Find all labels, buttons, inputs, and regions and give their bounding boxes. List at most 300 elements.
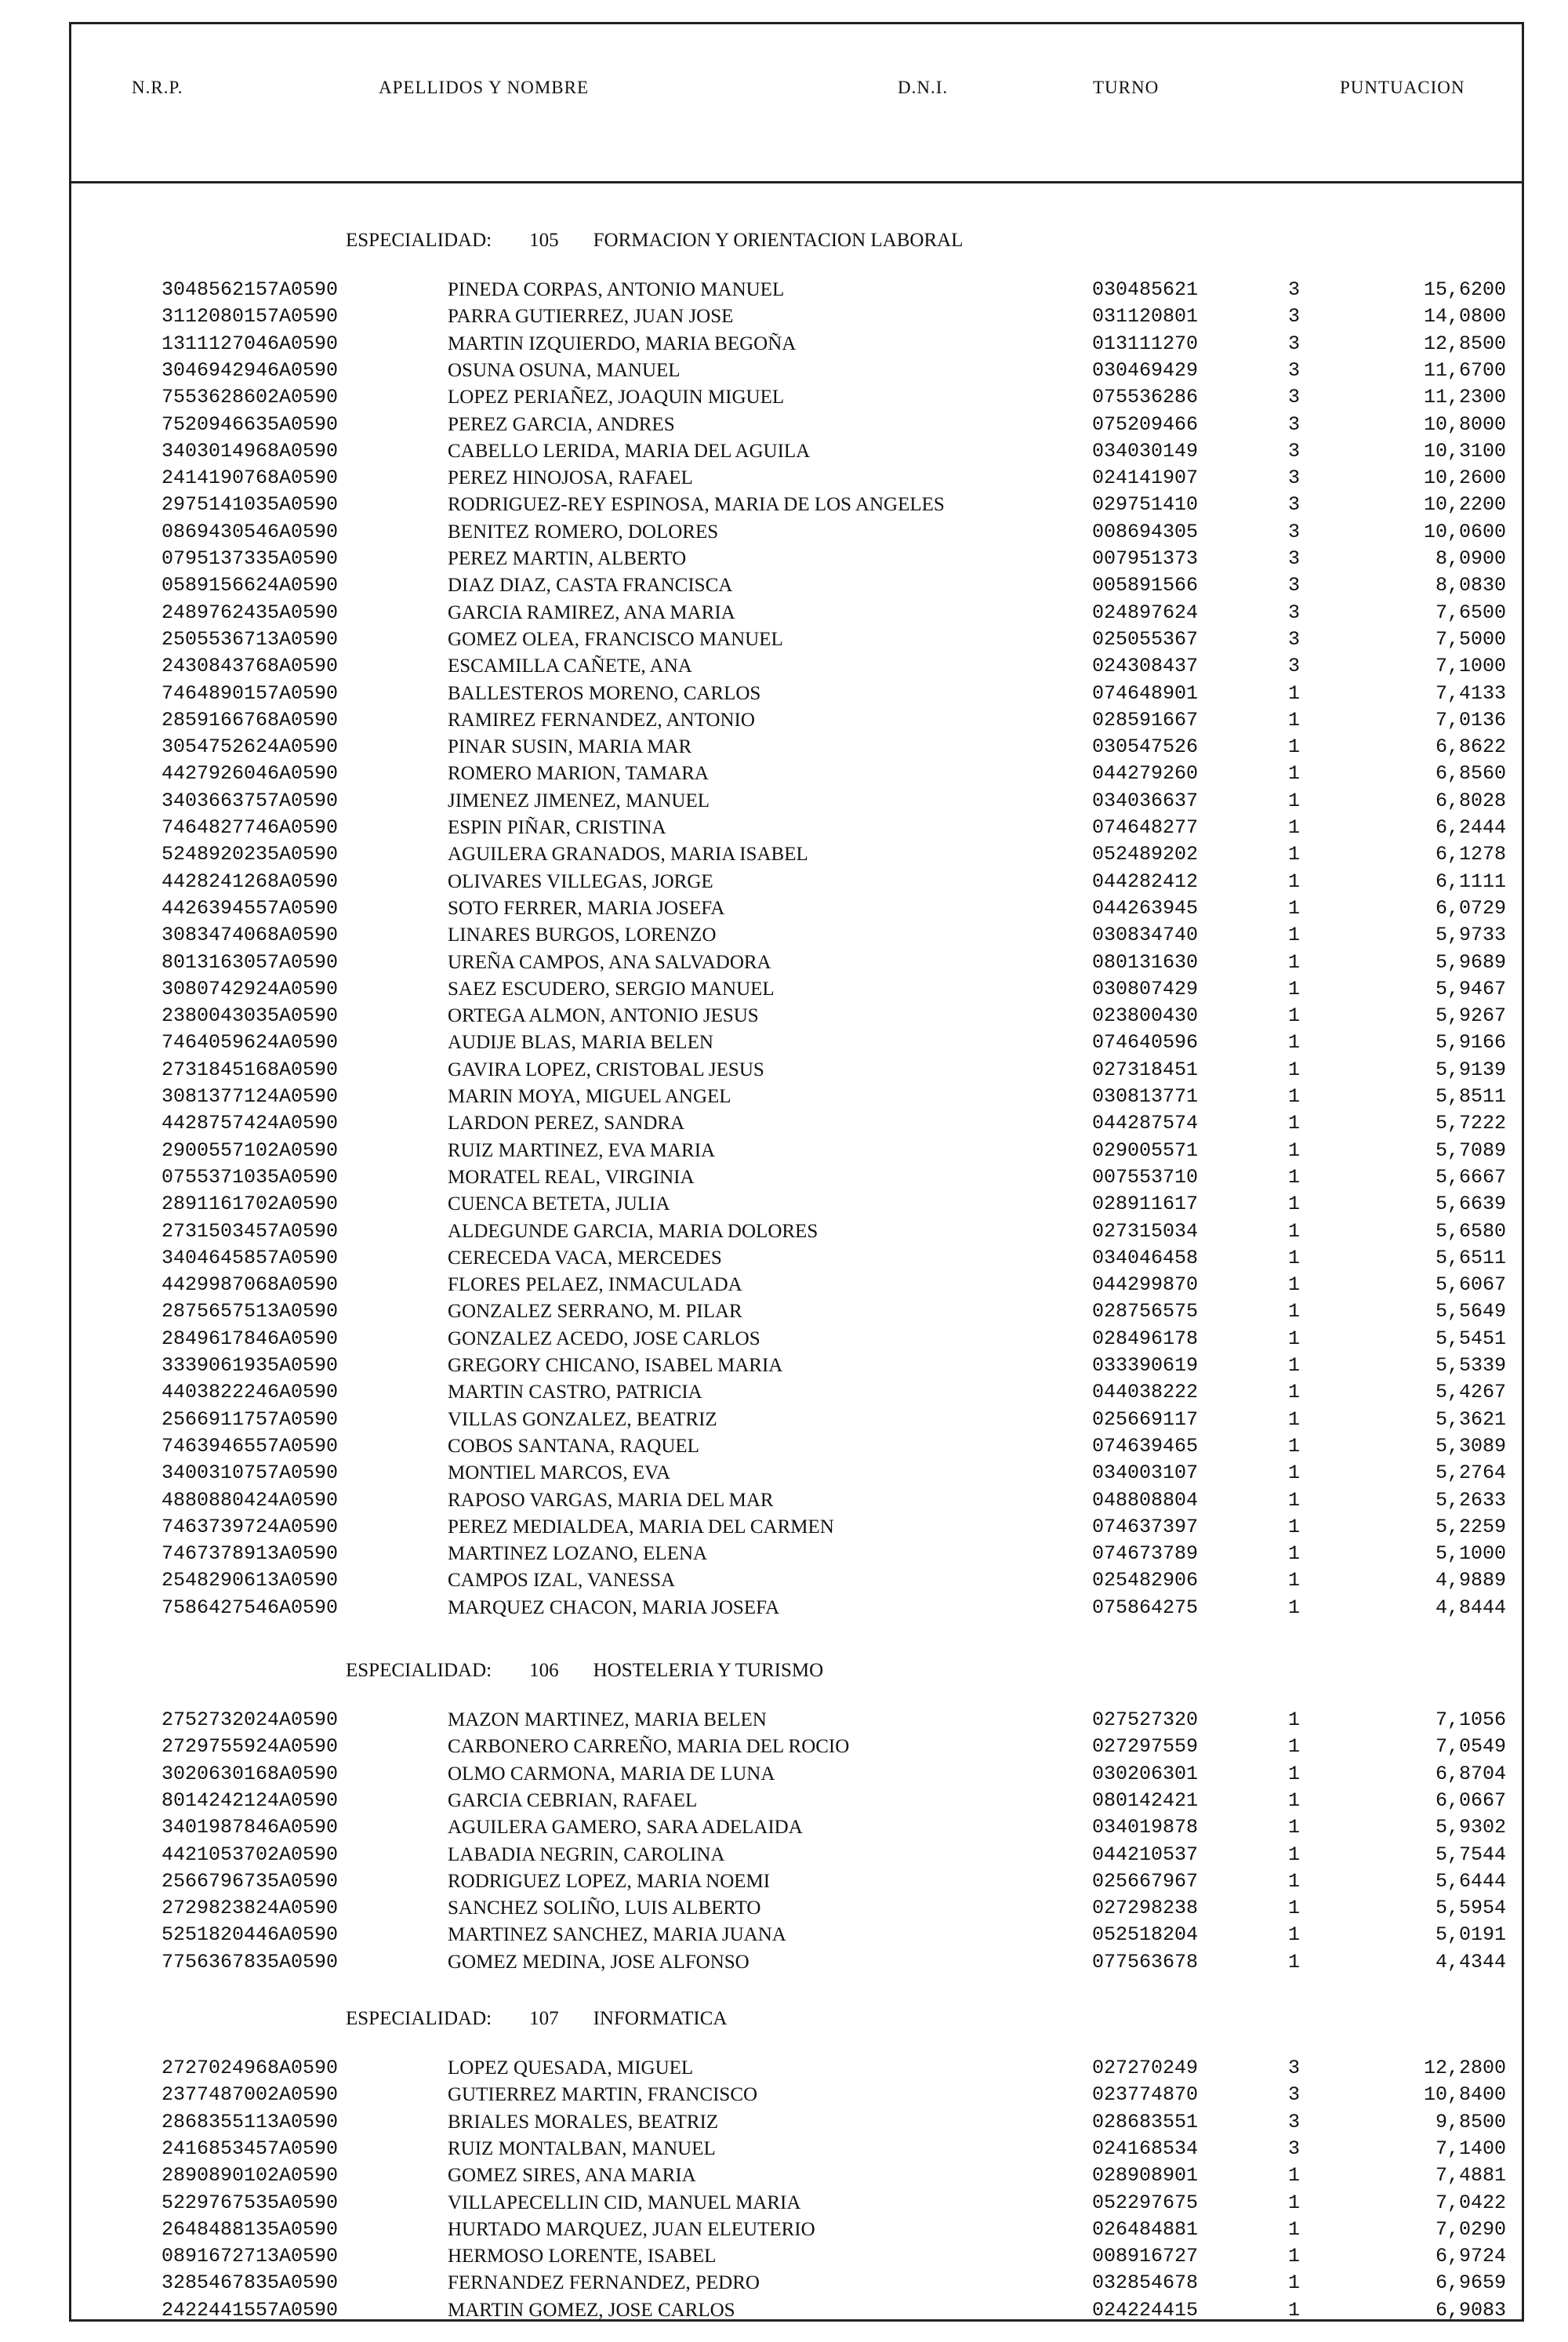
cell-name: MARIN MOYA, MIGUEL ANGEL [448,1086,731,1107]
cell-name: SOTO FERRER, MARIA JOSEFA [448,897,725,919]
cell-name: LABADIA NEGRIN, CAROLINA [448,1843,725,1865]
cell-turno: 1 [1288,2298,1301,2322]
cell-nrp: 3285467835A0590 [162,2271,339,2295]
cell-turno: 3 [1288,332,1301,355]
cell-name: PEREZ GARCIA, ANDRES [448,413,675,435]
section-name: HOSTELERIA Y TURISMO [593,1660,824,1681]
table-row [71,1788,1522,1814]
cell-turno: 1 [1288,1327,1301,1350]
table-row [71,1110,1522,1137]
cell-puntuacion: 6,9659 [1435,2271,1506,2295]
section-code: 105 [529,230,559,251]
cell-turno: 3 [1288,547,1301,570]
cell-puntuacion: 7,4133 [1435,681,1506,705]
table-row [71,303,1522,330]
table-row [71,1138,1522,1164]
cell-puntuacion: 5,7089 [1435,1138,1506,1162]
cell-turno: 1 [1288,843,1301,866]
cell-nrp: 2377487002A0590 [162,2083,339,2107]
cell-nrp: 7463946557A0590 [162,1434,339,1458]
cell-turno: 3 [1288,412,1301,436]
cell-name: MARTINEZ SANCHEZ, MARIA JUANA [448,1924,786,1946]
cell-turno: 3 [1288,386,1301,409]
cell-name: MARTIN IZQUIERDO, MARIA BEGOÑA [448,332,797,354]
cell-dni: 024168534 [1092,2137,1199,2160]
cell-puntuacion: 6,8622 [1435,735,1506,759]
cell-puntuacion: 10,0600 [1423,520,1506,543]
cell-puntuacion: 5,5649 [1435,1300,1506,1324]
cell-puntuacion: 7,1056 [1435,1708,1506,1731]
cell-dni: 007951373 [1092,547,1199,570]
cell-puntuacion: 6,9083 [1435,2298,1506,2322]
cell-nrp: 3020630168A0590 [162,1762,339,1785]
cell-nrp: 7463739724A0590 [162,1515,339,1538]
cell-dni: 074640596 [1092,1031,1199,1055]
cell-name: ESCAMILLA CAÑETE, ANA [448,655,692,677]
cell-nrp: 4426394557A0590 [162,896,339,920]
cell-turno: 3 [1288,358,1301,382]
cell-turno: 1 [1288,1816,1301,1839]
cell-nrp: 2566911757A0590 [162,1407,339,1431]
cell-nrp: 0795137335A0590 [162,547,339,570]
cell-dni: 024308437 [1092,655,1199,678]
cell-puntuacion: 5,9689 [1435,950,1506,974]
cell-turno: 1 [1288,816,1301,839]
cell-turno: 1 [1288,1138,1301,1162]
header-puntuacion: PUNTUACION [1340,78,1465,97]
cell-nrp: 4428241268A0590 [162,870,339,893]
cell-dni: 044299870 [1092,1273,1199,1297]
cell-name: GAVIRA LOPEZ, CRISTOBAL JESUS [448,1058,764,1080]
cell-dni: 080142421 [1092,1788,1199,1812]
cell-dni: 030834740 [1092,924,1199,947]
cell-puntuacion: 5,4267 [1435,1381,1506,1404]
cell-nrp: 3054752624A0590 [162,735,339,759]
cell-puntuacion: 7,0290 [1435,2217,1506,2241]
cell-nrp: 3081377124A0590 [162,1085,339,1108]
table-row [71,950,1522,976]
cell-turno: 1 [1288,977,1301,1000]
cell-name: LARDON PEREZ, SANDRA [448,1113,685,1135]
cell-turno: 1 [1288,2164,1301,2188]
cell-nrp: 2890890102A0590 [162,2164,339,2188]
cell-puntuacion: 4,4344 [1435,1950,1506,1973]
cell-dni: 007553710 [1092,1165,1199,1189]
cell-puntuacion: 7,5000 [1435,627,1506,651]
cell-dni: 026484881 [1092,2217,1199,2241]
cell-dni: 023774870 [1092,2083,1199,2107]
cell-puntuacion: 5,0191 [1435,1923,1506,1947]
cell-nrp: 3404645857A0590 [162,1246,339,1269]
cell-nrp: 4429987068A0590 [162,1273,339,1297]
table-row [71,2190,1522,2217]
cell-nrp: 2859166768A0590 [162,708,339,732]
cell-nrp: 3403663757A0590 [162,789,339,812]
cell-nrp: 1311127046A0590 [162,332,339,355]
table-row [71,626,1522,653]
cell-turno: 3 [1288,2057,1301,2079]
cell-dni: 029005571 [1092,1138,1199,1162]
cell-nrp: 4880880424A0590 [162,1488,339,1512]
cell-name: GARCIA CEBRIAN, RAFAEL [448,1789,698,1811]
cell-puntuacion: 5,2764 [1435,1461,1506,1485]
cell-puntuacion: 5,6511 [1435,1246,1506,1269]
cell-puntuacion: 5,7544 [1435,1843,1506,1866]
cell-puntuacion: 5,9267 [1435,1004,1506,1028]
cell-nrp: 2900557102A0590 [162,1138,339,1162]
table-row [71,1057,1522,1084]
cell-dni: 028683551 [1092,2110,1199,2133]
cell-nrp: 2891161702A0590 [162,1193,339,1216]
table-row [71,1460,1522,1487]
document-frame [69,22,1524,2322]
cell-puntuacion: 6,0729 [1435,896,1506,920]
cell-name: ORTEGA ALMON, ANTONIO JESUS [448,1005,759,1027]
cell-name: CAMPOS IZAL, VANESSA [448,1570,676,1592]
cell-dni: 030485621 [1092,278,1199,301]
cell-puntuacion: 10,2200 [1423,493,1506,517]
cell-name: COBOS SANTANA, RAQUEL [448,1435,699,1457]
table-row [71,1298,1522,1325]
cell-nrp: 2416853457A0590 [162,2137,339,2160]
cell-dni: 024224415 [1092,2298,1199,2322]
table-row [71,1541,1522,1567]
cell-puntuacion: 6,8704 [1435,1762,1506,1785]
cell-name: PINAR SUSIN, MARIA MAR [448,736,692,758]
cell-puntuacion: 15,6200 [1423,278,1506,301]
cell-turno: 3 [1288,493,1301,517]
cell-name: RAMIREZ FERNANDEZ, ANTONIO [448,709,755,731]
table-row [71,1567,1522,1594]
cell-turno: 3 [1288,305,1301,329]
cell-puntuacion: 6,2444 [1435,816,1506,839]
cell-nrp: 7467378913A0590 [162,1542,339,1566]
cell-puntuacion: 5,9139 [1435,1058,1506,1081]
cell-turno: 1 [1288,2245,1301,2268]
table-row [71,895,1522,922]
table-row [71,2270,1522,2297]
cell-nrp: 2731845168A0590 [162,1058,339,1081]
cell-name: MARTINEZ LOZANO, ELENA [448,1543,708,1565]
cell-name: JIMENEZ JIMENEZ, MANUEL [448,790,710,812]
cell-puntuacion: 5,1000 [1435,1542,1506,1566]
cell-puntuacion: 6,0667 [1435,1788,1506,1812]
cell-dni: 044279260 [1092,762,1199,786]
cell-turno: 1 [1288,1461,1301,1485]
table-row [71,1868,1522,1895]
cell-turno: 1 [1288,1515,1301,1538]
cell-nrp: 2489762435A0590 [162,601,339,624]
table-row [71,922,1522,949]
table-row [71,600,1522,626]
cell-puntuacion: 10,2600 [1423,467,1506,490]
table-row [71,331,1522,358]
cell-dni: 028756575 [1092,1300,1199,1324]
cell-turno: 1 [1288,1354,1301,1377]
cell-nrp: 2566796735A0590 [162,1869,339,1893]
section-title [346,1660,823,1682]
cell-turno: 1 [1288,762,1301,786]
cell-dni: 025482906 [1092,1569,1199,1592]
cell-turno: 1 [1288,1762,1301,1785]
cell-nrp: 5248920235A0590 [162,843,339,866]
cell-turno: 3 [1288,2137,1301,2160]
cell-name: AGUILERA GAMERO, SARA ADELAIDA [448,1817,803,1839]
cell-name: GOMEZ SIRES, ANA MARIA [448,2165,696,2187]
cell-turno: 1 [1288,1735,1301,1759]
table-row [71,707,1522,734]
cell-turno: 1 [1288,1569,1301,1592]
cell-name: LINARES BURGOS, LORENZO [448,924,717,946]
cell-puntuacion: 7,1400 [1435,2137,1506,2160]
cell-dni: 008916727 [1092,2245,1199,2268]
cell-dni: 030807429 [1092,977,1199,1000]
cell-name: GONZALEZ SERRANO, M. PILAR [448,1301,742,1323]
table-row [71,1353,1522,1379]
section-title [346,2008,727,2030]
cell-name: SAEZ ESCUDERO, SERGIO MANUEL [448,978,775,1000]
cell-nrp: 2648488135A0590 [162,2217,339,2241]
cell-dni: 074648901 [1092,681,1199,705]
cell-nrp: 5251820446A0590 [162,1923,339,1947]
section-label: ESPECIALIDAD: [346,2008,492,2029]
cell-puntuacion: 12,2800 [1423,2057,1506,2079]
cell-turno: 1 [1288,1219,1301,1243]
cell-turno: 1 [1288,789,1301,812]
cell-dni: 044263945 [1092,896,1199,920]
cell-turno: 3 [1288,574,1301,597]
header-name: APELLIDOS Y NOMBRE [379,78,590,97]
table-row [71,1379,1522,1406]
cell-nrp: 7553628602A0590 [162,386,339,409]
cell-puntuacion: 5,9467 [1435,977,1506,1000]
cell-turno: 3 [1288,655,1301,678]
cell-dni: 052297675 [1092,2191,1199,2214]
cell-dni: 027298238 [1092,1897,1199,1920]
cell-turno: 1 [1288,924,1301,947]
header-turno: TURNO [1093,78,1160,97]
cell-nrp: 0891672713A0590 [162,2245,339,2268]
cell-nrp: 3083474068A0590 [162,924,339,947]
cell-puntuacion: 5,5954 [1435,1897,1506,1920]
cell-dni: 028908901 [1092,2164,1199,2188]
cell-puntuacion: 7,0549 [1435,1735,1506,1759]
table-row [71,1218,1522,1245]
cell-turno: 1 [1288,1381,1301,1404]
cell-dni: 027318451 [1092,1058,1199,1081]
cell-turno: 1 [1288,870,1301,893]
section-name: FORMACION Y ORIENTACION LABORAL [593,230,964,251]
cell-turno: 3 [1288,2083,1301,2107]
cell-turno: 1 [1288,1923,1301,1947]
table-row [71,2136,1522,2162]
cell-dni: 027315034 [1092,1219,1199,1243]
cell-puntuacion: 10,8000 [1423,412,1506,436]
cell-dni: 030547526 [1092,735,1199,759]
cell-name: CUENCA BETETA, JULIA [448,1193,670,1215]
cell-dni: 034036637 [1092,789,1199,812]
cell-nrp: 3080742924A0590 [162,977,339,1000]
cell-turno: 1 [1288,1488,1301,1512]
cell-puntuacion: 4,8444 [1435,1596,1506,1619]
cell-dni: 032854678 [1092,2271,1199,2295]
cell-puntuacion: 11,6700 [1423,358,1506,382]
cell-nrp: 0755371035A0590 [162,1165,339,1189]
header-dni: D.N.I. [898,78,949,97]
cell-name: PARRA GUTIERREZ, JUAN JOSE [448,306,734,328]
table-row [71,412,1522,438]
cell-dni: 027527320 [1092,1708,1199,1731]
table-row [71,761,1522,787]
cell-dni: 044287574 [1092,1112,1199,1135]
cell-nrp: 7520946635A0590 [162,412,339,436]
table-row [71,1029,1522,1056]
table-row [71,358,1522,384]
table-row [71,1922,1522,1948]
cell-dni: 030813771 [1092,1085,1199,1108]
cell-name: RAPOSO VARGAS, MARIA DEL MAR [448,1489,774,1511]
cell-dni: 052518204 [1092,1923,1199,1947]
cell-turno: 3 [1288,467,1301,490]
cell-puntuacion: 11,2300 [1423,386,1506,409]
table-row [71,519,1522,546]
cell-name: ALDEGUNDE GARCIA, MARIA DOLORES [448,1220,818,1242]
table-row [71,1814,1522,1841]
cell-nrp: 3339061935A0590 [162,1354,339,1377]
table-row [71,788,1522,815]
cell-turno: 1 [1288,1788,1301,1812]
cell-name: MAZON MARTINEZ, MARIA BELEN [448,1709,767,1730]
cell-nrp: 7464890157A0590 [162,681,339,705]
cell-nrp: 4421053702A0590 [162,1843,339,1866]
table-row [71,438,1522,465]
cell-dni: 027270249 [1092,2057,1199,2079]
cell-nrp: 4403822246A0590 [162,1381,339,1404]
cell-nrp: 2430843768A0590 [162,655,339,678]
cell-name: OSUNA OSUNA, MANUEL [448,359,681,381]
cell-name: GARCIA RAMIREZ, ANA MARIA [448,601,735,623]
cell-turno: 1 [1288,1843,1301,1866]
cell-dni: 034046458 [1092,1246,1199,1269]
cell-name: MARTIN GOMEZ, JOSE CARLOS [448,2299,735,2321]
cell-puntuacion: 5,8511 [1435,1085,1506,1108]
cell-name: OLMO CARMONA, MARIA DE LUNA [448,1763,775,1785]
cell-nrp: 3112080157A0590 [162,305,339,329]
table-row [71,1949,1522,1976]
cell-nrp: 3046942946A0590 [162,358,339,382]
cell-dni: 031120801 [1092,305,1199,329]
cell-turno: 3 [1288,2110,1301,2133]
cell-puntuacion: 5,3621 [1435,1407,1506,1431]
cell-dni: 028591667 [1092,708,1199,732]
cell-nrp: 2422441557A0590 [162,2298,339,2322]
cell-nrp: 4428757424A0590 [162,1112,339,1135]
table-row [71,2243,1522,2270]
cell-dni: 075536286 [1092,386,1199,409]
cell-dni: 029751410 [1092,493,1199,517]
cell-turno: 1 [1288,1004,1301,1028]
cell-name: VILLAS GONZALEZ, BEATRIZ [448,1408,717,1430]
cell-nrp: 2548290613A0590 [162,1569,339,1592]
table-row [71,2217,1522,2243]
section-code: 106 [529,1660,559,1681]
cell-name: MARQUEZ CHACON, MARIA JOSEFA [448,1596,780,1618]
cell-name: LOPEZ PERIAÑEZ, JOAQUIN MIGUEL [448,387,785,408]
table-row [71,1272,1522,1298]
cell-nrp: 8013163057A0590 [162,950,339,974]
cell-turno: 1 [1288,1165,1301,1189]
cell-turno: 1 [1288,896,1301,920]
cell-dni: 034019878 [1092,1816,1199,1839]
cell-turno: 1 [1288,1246,1301,1269]
cell-puntuacion: 5,6067 [1435,1273,1506,1297]
cell-puntuacion: 10,3100 [1423,439,1506,463]
cell-dni: 030206301 [1092,1762,1199,1785]
cell-name: OLIVARES VILLEGAS, JORGE [448,870,713,892]
cell-turno: 1 [1288,1596,1301,1619]
cell-dni: 074648277 [1092,816,1199,839]
cell-turno: 1 [1288,2217,1301,2241]
cell-dni: 030469429 [1092,358,1199,382]
cell-turno: 1 [1288,708,1301,732]
cell-name: MARTIN CASTRO, PATRICIA [448,1382,702,1403]
cell-nrp: 2868355113A0590 [162,2110,339,2133]
table-row [71,653,1522,680]
table-row [71,976,1522,1003]
table-row [71,815,1522,841]
cell-puntuacion: 4,9889 [1435,1569,1506,1592]
cell-puntuacion: 6,8028 [1435,789,1506,812]
section-label: ESPECIALIDAD: [346,230,492,251]
cell-nrp: 0869430546A0590 [162,520,339,543]
cell-name: AUDIJE BLAS, MARIA BELEN [448,1032,713,1054]
cell-nrp: 3401987846A0590 [162,1816,339,1839]
cell-name: RODRIGUEZ LOPEZ, MARIA NOEMI [448,1870,771,1892]
table-row [71,1433,1522,1460]
cell-dni: 025669117 [1092,1407,1199,1431]
cell-dni: 013111270 [1092,332,1199,355]
cell-turno: 1 [1288,1193,1301,1216]
cell-nrp: 3403014968A0590 [162,439,339,463]
cell-turno: 3 [1288,278,1301,301]
cell-name: HERMOSO LORENTE, ISABEL [448,2246,717,2268]
cell-nrp: 2414190768A0590 [162,467,339,490]
cell-turno: 1 [1288,1950,1301,1973]
table-row [71,384,1522,411]
cell-turno: 1 [1288,1058,1301,1081]
cell-name: RODRIGUEZ-REY ESPINOSA, MARIA DE LOS ANGELES [448,494,945,516]
table-row [71,1487,1522,1514]
cell-turno: 1 [1288,1434,1301,1458]
cell-puntuacion: 6,1111 [1435,870,1506,893]
table-row [71,681,1522,707]
cell-dni: 027297559 [1092,1735,1199,1759]
cell-turno: 1 [1288,1897,1301,1920]
cell-dni: 005891566 [1092,574,1199,597]
cell-puntuacion: 12,8500 [1423,332,1506,355]
cell-dni: 024897624 [1092,601,1199,624]
cell-dni: 028496178 [1092,1327,1199,1350]
cell-name: VILLAPECELLIN CID, MANUEL MARIA [448,2191,801,2213]
cell-puntuacion: 5,6580 [1435,1219,1506,1243]
cell-name: RUIZ MARTINEZ, EVA MARIA [448,1139,716,1161]
cell-turno: 3 [1288,520,1301,543]
cell-puntuacion: 14,0800 [1423,305,1506,329]
header-nrp: N.R.P. [132,78,183,97]
cell-turno: 1 [1288,1300,1301,1324]
cell-puntuacion: 5,6639 [1435,1193,1506,1216]
cell-puntuacion: 5,6667 [1435,1165,1506,1189]
